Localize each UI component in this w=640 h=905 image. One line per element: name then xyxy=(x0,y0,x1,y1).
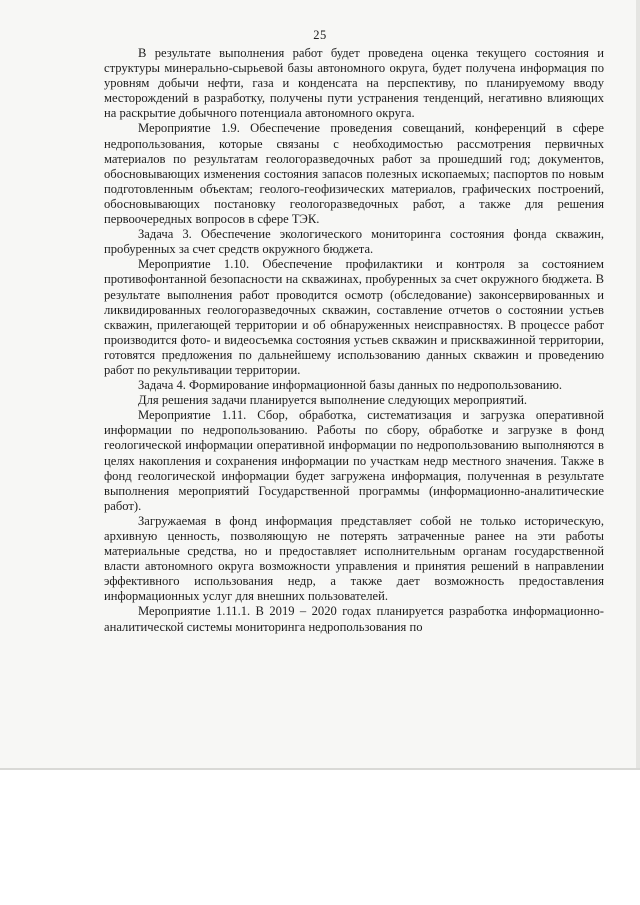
paragraph-task-4: Задача 4. Формирование информационной базы данных по недропользованию. xyxy=(138,378,563,393)
paragraph-results-assessment: В результате выполнения работ будет проведена оценка текущего состояния и структуры минерально-сырьевой базы автономного округа, будет получена информация по уровням добычи нефти, газа и конденсата на перспективу, по планируемому вводу месторождений в разработку, получены пути устранения тенденций, негативно влияющих на раскрытие добычного потенциала автономного округа. xyxy=(104,46,604,121)
paragraph-measure-1-10: Мероприятие 1.10. Обеспечение профилактики и контроля за состоянием противофонтанной безопасности на скважинах, пробуренных за счет окружного бюджета. В результате выполнения работ проводится осмотр (обследование) законсервированных и ликвидированных геологоразведочных скважин, составление отчетов о состоянии устьев скважин, прилегающей территории и об обнаруженных неисправностях. В процессе работ производится фото- и видеосъемка состояния устьев скважин и прискважинной территории, готовятся предложения по дальнейшему использованию данных скважин и проведению работ по рекультивации территории. xyxy=(104,257,604,377)
page-number: 25 xyxy=(313,28,327,42)
paragraph-task-measures-intro: Для решения задачи планируется выполнение следующих мероприятий. xyxy=(138,393,528,408)
paragraph-measure-1-9: Мероприятие 1.9. Обеспечение проведения совещаний, конференций в сфере недропользования, которые связаны с необходимостью рассмотрения первичных материалов по результатам геологоразведочных работ за прошедший год; документов, обосновывающих изменения состояния запасов полезных ископаемых; паспортов по новым подготовленным объектам; геолого-геофизических материалов, графических построений, обосновывающих постановку геологоразведочных работ, а также для решения первоочередных вопросов в сфере ТЭК. xyxy=(104,121,604,227)
paragraph-loaded-information: Загружаемая в фонд информация представляет собой не только историческую, архивную ценность, позволяющую не потерять затраченные ранее на эти работы материальные средства, но и предоставляет исполнительным органам государственной власти автономного округа возможности управления и принятия решений в направлении эффективного использования недр, а также дает возможность предоставления информационных услуг для внешних пользователей. xyxy=(104,513,604,604)
scan-right-edge xyxy=(636,0,640,770)
scan-bottom-edge xyxy=(0,768,640,770)
paragraph-measure-1-11-1: Мероприятие 1.11.1. В 2019 – 2020 годах планируется разработка информационно-аналитической системы мониторинга недропользования по xyxy=(104,604,604,634)
paragraph-task-3: Задача 3. Обеспечение экологического мониторинга состояния фонда скважин, пробуренных за счет средств окружного бюджета. xyxy=(104,227,604,257)
paragraph-measure-1-11: Мероприятие 1.11. Сбор, обработка, систематизация и загрузка оперативной информации по недропользованию. Работы по сбору, обработке и загрузке в фонд геологической информации оперативной информации по недропользованию выполняются в целях накопления и сохранения информации по участкам недр местного значения. Также в фонд геологической информации будет загружена информация, полученная в результате выполнения мероприятий Государственной программы (информационно-аналитические работ). xyxy=(104,408,604,513)
document-body xyxy=(104,46,604,635)
